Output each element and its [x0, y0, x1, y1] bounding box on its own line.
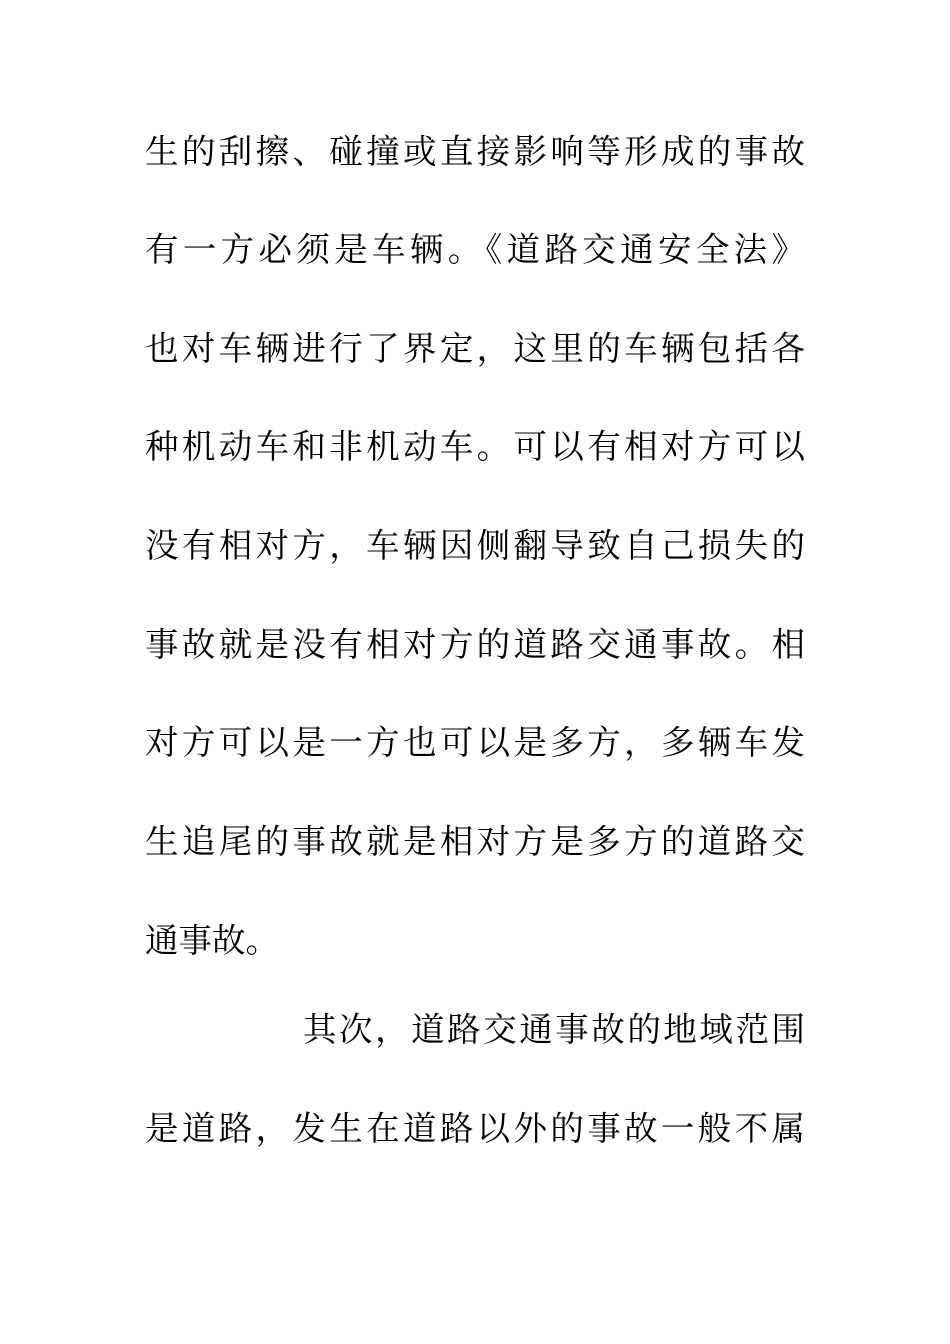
text-line: 种机动车和非机动车。可以有相对方可以	[145, 427, 805, 466]
text-line: 通事故。	[145, 921, 279, 960]
text-line: 没有相对方，车辆因侧翻导致自己损失的	[145, 526, 805, 565]
text-line: 生追尾的事故就是相对方是多方的道路交	[145, 822, 805, 861]
text-line: 对方可以是一方也可以是多方，多辆车发	[145, 723, 805, 762]
text-line: 生的刮擦、碰撞或直接影响等形成的事故	[145, 132, 805, 171]
text-line: 事故就是没有相对方的道路交通事故。相	[145, 625, 805, 664]
paragraph-start-line: 其次，道路交通事故的地域范围	[303, 1010, 805, 1049]
text-line: 也对车辆进行了界定，这里的车辆包括各	[145, 329, 805, 368]
text-line: 是道路，发生在道路以外的事故一般不属	[145, 1109, 805, 1148]
text-line: 有一方必须是车辆。《道路交通安全法》	[145, 230, 805, 269]
